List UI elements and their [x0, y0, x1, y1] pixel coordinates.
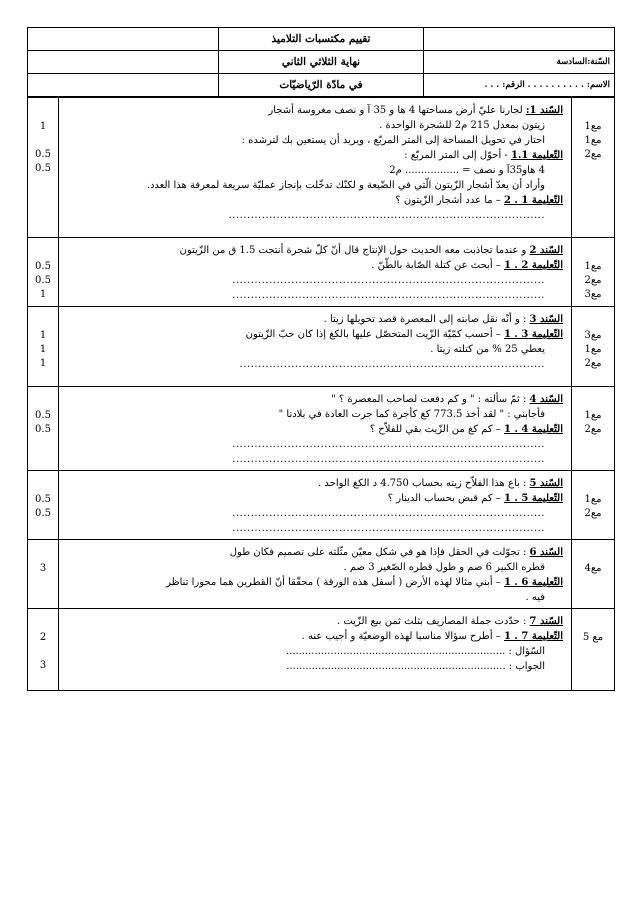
question-line — [65, 288, 563, 303]
question-cell — [59, 471, 572, 540]
item-text: – أحسب كمّيّة الزّيت المتحصّل عليها بالكغ إذا كان حبّ الزّيتون — [245, 329, 504, 340]
mark-value — [28, 645, 58, 659]
question-cell — [59, 387, 572, 471]
item-text: ..................................................................................... — [232, 275, 545, 286]
section-row — [28, 540, 615, 609]
item-text: ...................................................................................... — [228, 210, 545, 221]
question-cell — [59, 609, 572, 691]
criteria-cell — [572, 98, 615, 238]
header-title-3: في مادّة الرّياضيّات — [219, 74, 424, 97]
item-text: قطره الكبير 6 صم و طول قطره الصّغير 3 صم . — [343, 562, 545, 573]
question-line — [65, 327, 563, 342]
mark-value: 3 — [39, 660, 47, 671]
item-text: – كم كغ من الزّيت بقي للفلاّح ؟ — [369, 424, 504, 435]
section-row — [28, 471, 615, 540]
question-line — [65, 452, 563, 467]
question-cell — [59, 540, 572, 609]
mark-value: 0.5 — [35, 261, 51, 272]
item-text: 4 هاو35آ و نصف = ................. م2 — [389, 165, 545, 176]
item-text: الجواب : ..................................................................... — [286, 661, 545, 672]
item-text: - أحوّل إلى المتر المربّع : — [404, 150, 511, 161]
question-line — [65, 392, 563, 407]
question-line — [65, 243, 563, 258]
question-line — [65, 118, 563, 133]
item-text: وأراد أن يعدّ أشجار الزّيتون الّتي في الضّيعة و لكنّك تدخّلت بإنجاز عمليّة سريعة لمعرفة هذا العدد. — [146, 180, 545, 191]
criteria-cell — [572, 609, 615, 691]
mark-value: 0.5 — [35, 508, 51, 519]
item-text: ................................................................................... — [239, 359, 545, 370]
item-text: – ما عدد أشجار الزّيتون ؟ — [395, 195, 504, 206]
item-text: : باع هذا الفلاّح زيته بحساب 4.750 د الكغ الواحد . — [318, 478, 530, 489]
question-line — [65, 273, 563, 288]
criterion-code: مع2 — [584, 358, 602, 369]
question-line — [65, 575, 563, 590]
mark-value: 0.5 — [35, 149, 51, 160]
header-left-1 — [28, 28, 219, 51]
question-cell — [59, 307, 572, 387]
question-line — [65, 476, 563, 491]
item-label: التّعليمة 6 . 1 — [503, 577, 563, 588]
mark-value: 1 — [39, 344, 47, 355]
criteria-cell — [572, 307, 615, 387]
item-text: زيتون بمعدل 215 م2 للشجرة الواحدة . — [379, 120, 545, 131]
item-label: السّند 7 — [529, 616, 563, 627]
marks-cell — [28, 238, 59, 307]
mark-value: 1 — [39, 330, 47, 341]
criterion-code: مع1 — [584, 410, 602, 421]
criterion-code: مع4 — [584, 563, 602, 574]
item-text: احتار في تحويل المساحة إلى المتر المربّع ، ويريد أن يستعين بك لترشده : — [241, 135, 545, 146]
question-line — [65, 178, 563, 193]
question-line — [65, 163, 563, 178]
item-label: التّعليمة 1 . 2 — [503, 195, 563, 206]
question-line — [65, 506, 563, 521]
criteria-cell — [572, 540, 615, 609]
mark-value: 1 — [39, 121, 47, 132]
criterion-code: مع2 — [584, 275, 602, 286]
mark-value: 0.5 — [35, 163, 51, 174]
mark-value — [28, 134, 58, 148]
question-line — [65, 521, 563, 536]
question-line — [65, 659, 563, 674]
question-line — [65, 258, 563, 273]
question-line — [65, 133, 563, 148]
header-left-2 — [28, 51, 219, 74]
item-text: السّؤال : ..................................................................... — [285, 646, 545, 657]
section-row — [28, 238, 615, 307]
question-line — [65, 312, 563, 327]
mark-value: 2 — [39, 632, 47, 643]
item-label: التّعليمة 2 . 1 — [503, 260, 563, 271]
item-text: فيه . — [525, 592, 545, 603]
item-text: ..................................................................................... — [232, 290, 545, 301]
item-text: ..................................................................................... — [232, 523, 545, 534]
item-text: لجارنا عليّ أرض مساحتها 4 ها و 35 آ و نصف مغروسة أشجار — [268, 105, 526, 116]
marks-cell — [28, 609, 59, 691]
header-right-1 — [424, 28, 615, 51]
item-text: : و أنّه نقل صابته إلى المعصرة قصد تحويلها زيتا . — [323, 314, 530, 325]
item-label: التّعليمة 1.1 — [510, 150, 563, 161]
question-line — [65, 193, 563, 208]
criterion-code: مع1 — [584, 494, 602, 505]
item-label: التّعليمة 7 . 1 — [503, 631, 563, 642]
question-line — [65, 148, 563, 163]
question-line — [65, 614, 563, 629]
item-label: السّند 5 — [529, 478, 563, 489]
marks-cell — [28, 307, 59, 387]
section-row — [28, 98, 615, 238]
item-text: – أبحث عن كتلة الصّابة بالطّنّ . — [371, 260, 504, 271]
item-text: فأجابني : " لقد أخذ 773.5 كغ كأجرة كما جرت العادة في بلادنا " — [278, 409, 545, 420]
header-table — [27, 27, 615, 97]
criterion-code: مع 5 — [582, 632, 604, 643]
criterion-code: مع2 — [584, 149, 602, 160]
item-label: السّند 6 — [529, 547, 563, 558]
criteria-cell — [572, 238, 615, 307]
item-text: : تجوّلت في الحقل فإذا هو في شكل معيّن مثّلته على تصميم فكان طول — [229, 547, 530, 558]
criteria-cell — [572, 471, 615, 540]
item-text: : ثمّ سألته : " و كم دفعت لصاحب المعصرة ؟ " — [331, 394, 530, 405]
section-row — [28, 609, 615, 691]
item-text: ..................................................................................... — [232, 508, 545, 519]
question-line — [65, 208, 563, 223]
marks-cell — [28, 540, 59, 609]
mark-value: 3 — [39, 563, 47, 574]
section-row — [28, 307, 615, 387]
item-text: ..................................................................................... — [232, 454, 545, 465]
item-label: السّند 3 — [529, 314, 563, 325]
item-text: : حدّدت جملة المصاريف بثلث ثمن بيع الزّيت . — [336, 616, 530, 627]
mark-value: 1 — [39, 289, 47, 300]
question-cell — [59, 238, 572, 307]
header-title-2: نهاية الثلاثي الثاني — [219, 51, 424, 74]
level-field: السّنة:السادسة — [424, 51, 615, 74]
mark-value: 1 — [39, 358, 47, 369]
item-label: التّعليمة 4 . 1 — [503, 424, 563, 435]
item-text: – كم قبض بحساب الدينار ؟ — [387, 493, 504, 504]
mark-value: 0.5 — [35, 424, 51, 435]
criterion-code: مع1 — [584, 261, 602, 272]
criterion-code: مع2 — [584, 508, 602, 519]
item-text: – أبني مثالا لهذه الأرض ( أسفل هذه الورقة ) محقّقا أنّ القطرين هما محورا تناظر — [166, 577, 504, 588]
section-row — [28, 387, 615, 471]
marks-cell — [28, 387, 59, 471]
name-field: الاسم: . . . . . . . . . . الرقم: . . . — [424, 74, 615, 97]
item-text: يعطي 25 % من كتلته زيتا . — [430, 344, 545, 355]
item-label: السّند 4 — [529, 394, 563, 405]
question-line — [65, 560, 563, 575]
item-label: التّعليمة 5 . 1 — [503, 493, 563, 504]
marks-cell — [28, 98, 59, 238]
question-line — [65, 545, 563, 560]
item-text: ..................................................................................... — [232, 439, 545, 450]
criterion-code: مع1 — [584, 344, 602, 355]
exam-sheet — [27, 27, 615, 691]
item-label: السّند 2 — [529, 245, 563, 256]
mark-value: 0.5 — [35, 275, 51, 286]
criterion-code: مع2 — [584, 424, 602, 435]
mark-value: 0.5 — [35, 410, 51, 421]
criterion-code: مع1 — [584, 135, 602, 146]
question-line — [65, 590, 563, 605]
criterion-code: مع3 — [584, 330, 602, 341]
mark-value: 0.5 — [35, 494, 51, 505]
criterion-code: مع3 — [584, 289, 602, 300]
item-label: السّند 1: — [525, 105, 563, 116]
exam-table — [27, 97, 615, 691]
item-text: و عندما تجاذبت معه الحديث حول الإنتاج قال أنّ كلّ شجرة أنتجت 1.5 ق من الزّيتون — [179, 245, 530, 256]
question-line — [65, 437, 563, 452]
question-line — [65, 407, 563, 422]
header-left-3 — [28, 74, 219, 97]
question-line — [65, 629, 563, 644]
question-cell — [59, 98, 572, 238]
criterion-code: مع1 — [584, 121, 602, 132]
item-text: – أطرح سؤالا مناسبا لهذه الوضعيّة و أجيب عنه . — [301, 631, 504, 642]
item-label: التّعليمة 3 . 1 — [503, 329, 563, 340]
question-line — [65, 644, 563, 659]
marks-cell — [28, 471, 59, 540]
header-title-1: تقييم مكتسبات التلاميذ — [219, 28, 424, 51]
question-line — [65, 342, 563, 357]
question-line — [65, 357, 563, 372]
criteria-cell — [572, 387, 615, 471]
question-line — [65, 491, 563, 506]
question-line — [65, 103, 563, 118]
question-line — [65, 422, 563, 437]
